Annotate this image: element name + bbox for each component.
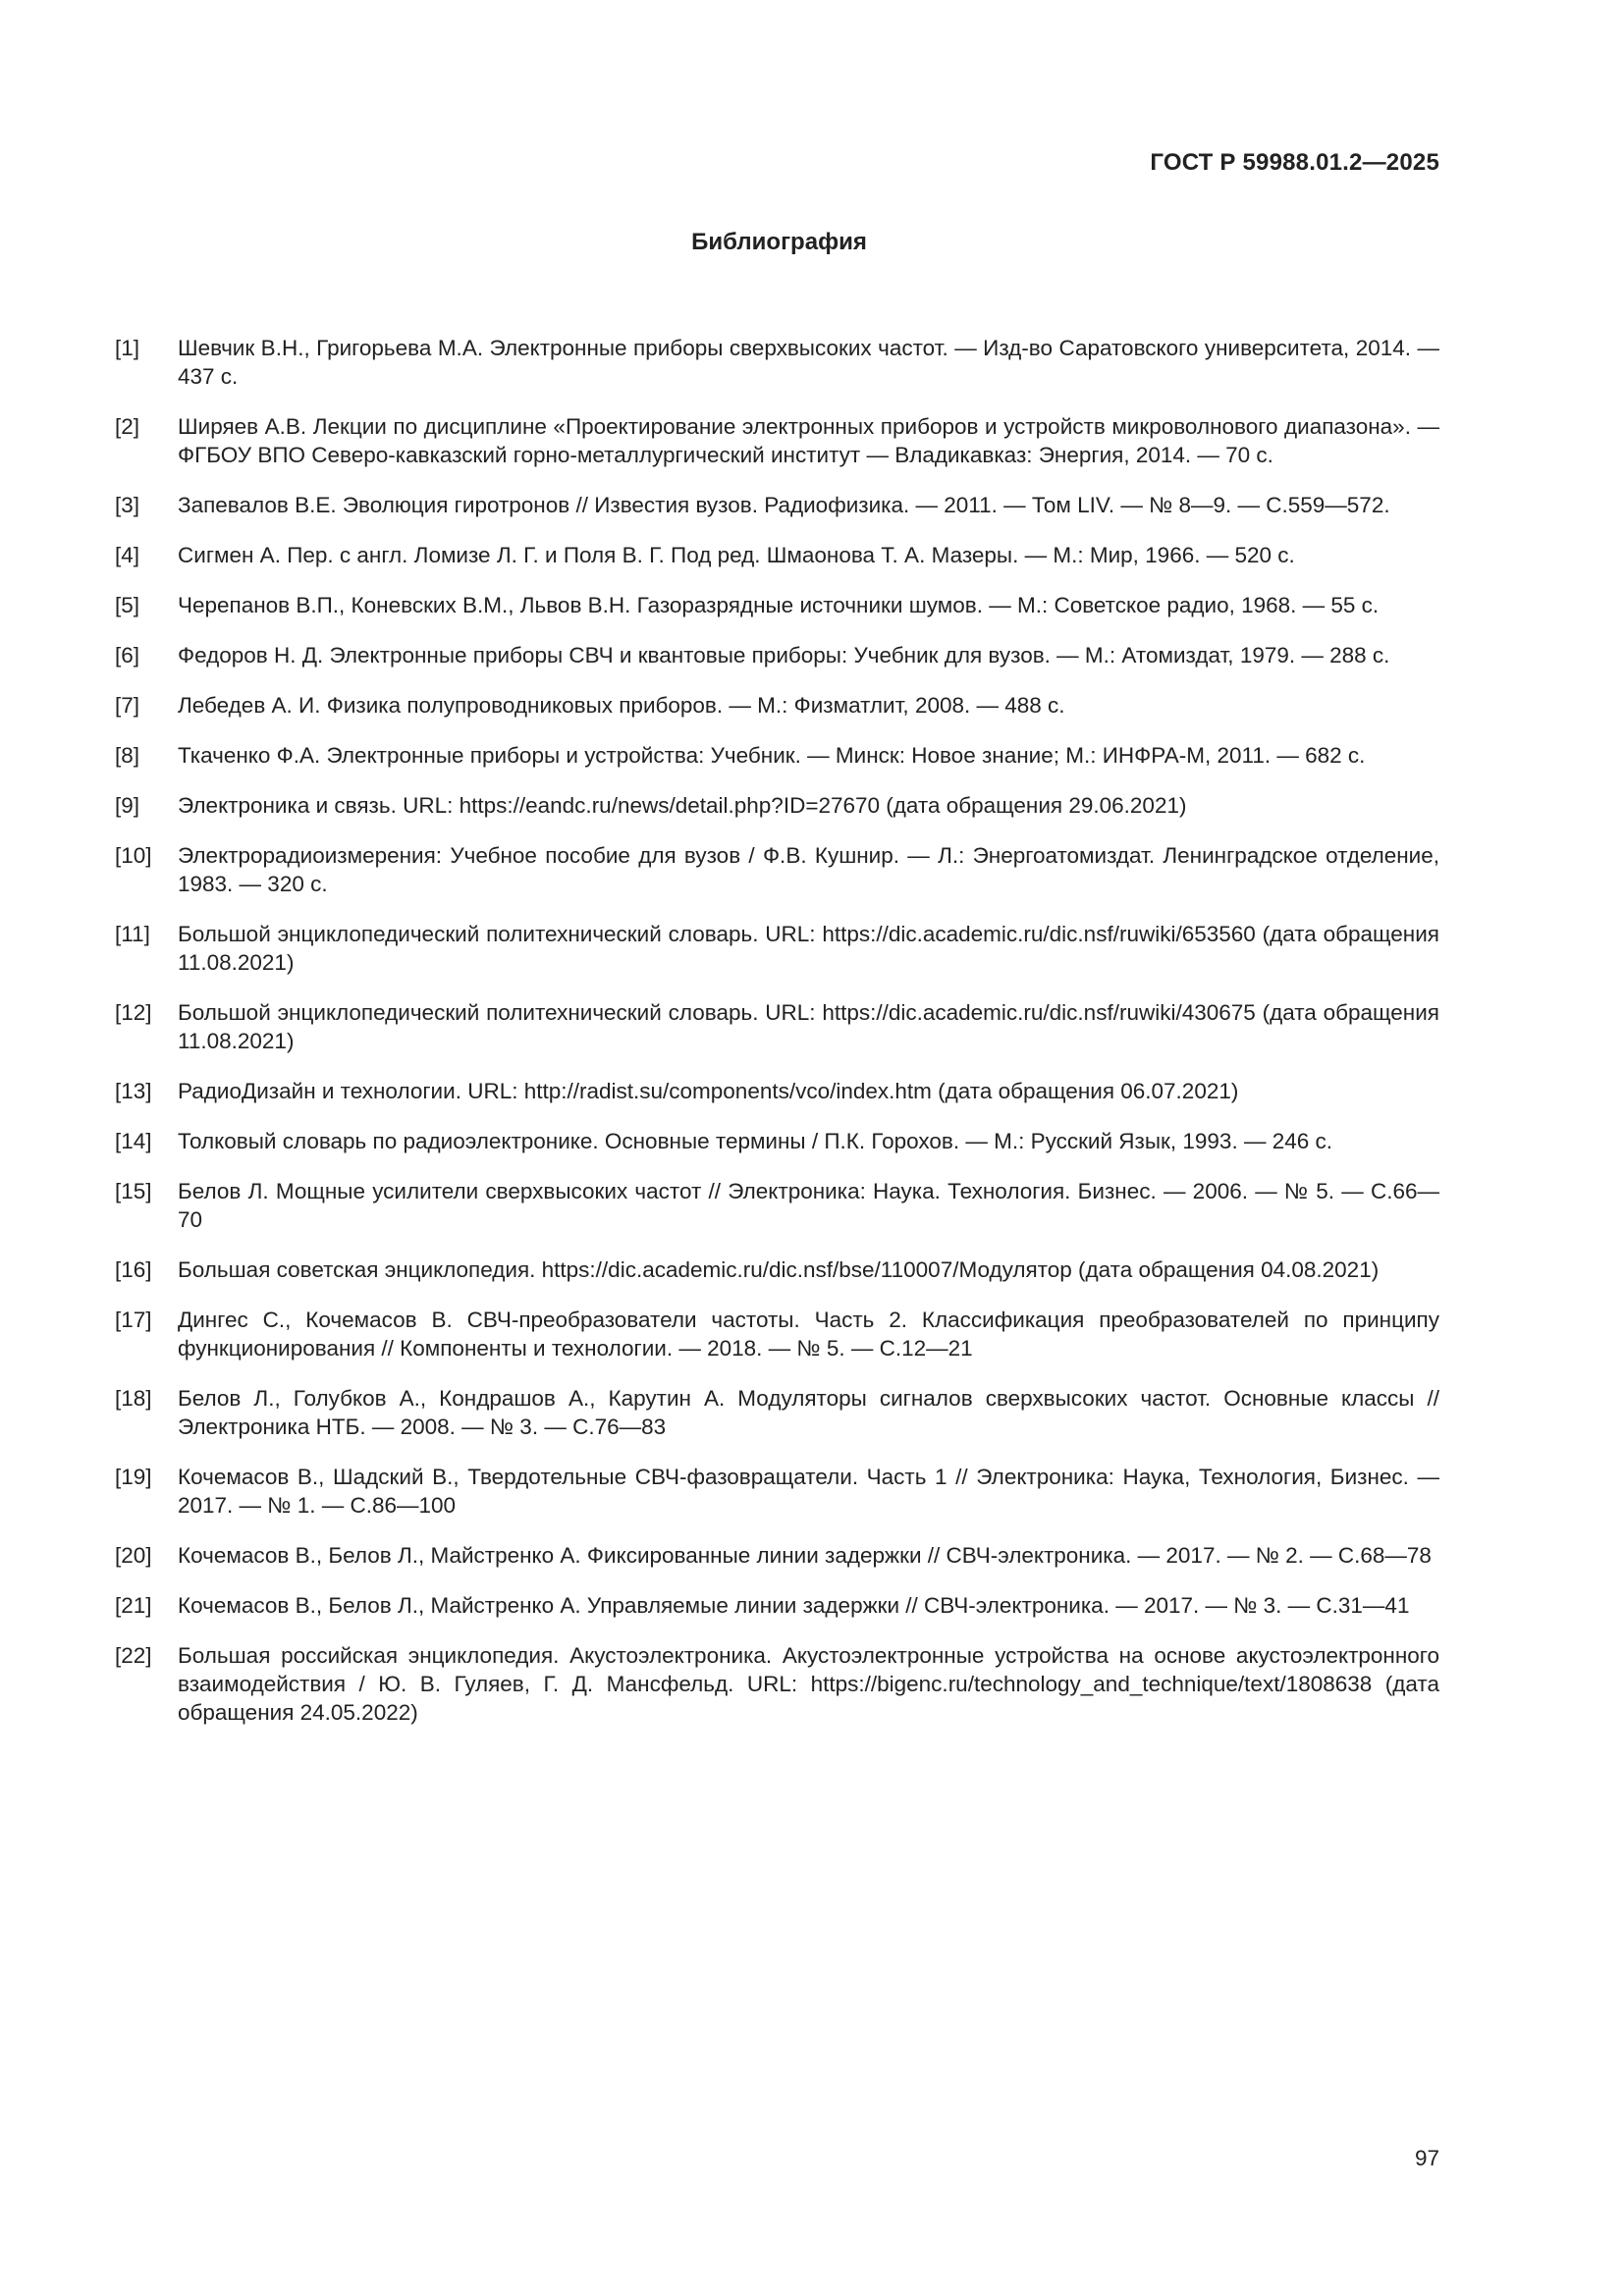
bibliography-entry: [115, 998, 1439, 1055]
entry-text: Сигмен А. Пер. с англ. Ломизе Л. Г. и Поля В. Г. Под ред. Шмаонова Т. А. Мазеры. — М.: Мир, 1966. — 520 с.: [178, 543, 1295, 567]
entry-number: [6]: [115, 643, 140, 667]
bibliography-entry: [115, 1255, 1439, 1284]
bibliography-entry: [115, 920, 1439, 977]
entry-text: Белов Л. Мощные усилители сверхвысоких частот // Электроника: Наука. Технология. Бизнес. — 2006. — № 5. — С.66—70: [178, 1179, 1439, 1232]
entry-number: [22]: [115, 1643, 152, 1668]
bibliography-entry: [115, 412, 1439, 469]
entry-number: [12]: [115, 1000, 152, 1025]
entry-text: РадиоДизайн и технологии. URL: http://radist.su/components/vco/index.htm (дата обращения 06.07.2021): [178, 1079, 1239, 1103]
bibliography-entry: [115, 841, 1439, 898]
bibliography-entry: [115, 1641, 1439, 1727]
entry-text: Кочемасов В., Шадский В., Твердотельные СВЧ-фазовращатели. Часть 1 // Электроника: Наука, Технология, Бизнес. — 2017. — № 1. — С.86—100: [178, 1465, 1439, 1518]
entry-number: [14]: [115, 1129, 152, 1153]
entry-number: [17]: [115, 1308, 152, 1332]
bibliography-entry: [115, 1077, 1439, 1105]
entry-number: [9]: [115, 793, 140, 818]
bibliography-entry: [115, 1463, 1439, 1520]
bibliography-entry: [115, 591, 1439, 619]
entry-number: [19]: [115, 1465, 152, 1489]
entry-text: Дингес С., Кочемасов В. СВЧ-преобразователи частоты. Часть 2. Классификация преобразователей по принципу функционирования // Компоненты и технологии. — 2018. — № 5. — С.12—21: [178, 1308, 1439, 1361]
entry-number: [10]: [115, 843, 152, 868]
entry-text: Федоров Н. Д. Электронные приборы СВЧ и квантовые приборы: Учебник для вузов. — М.: Атомиздат, 1979. — 288 с.: [178, 643, 1390, 667]
entry-number: [2]: [115, 414, 140, 439]
entry-number: [21]: [115, 1593, 152, 1618]
bibliography-title: Библиография: [691, 229, 867, 255]
entry-text: Большой энциклопедический политехнический словарь. URL: https://dic.academic.ru/dic.nsf/ruwiki/430675 (дата обращения 11.08.2021): [178, 1000, 1439, 1053]
bibliography-entry: [115, 491, 1439, 519]
entry-number: [3]: [115, 493, 140, 517]
bibliography-entry: [115, 641, 1439, 669]
bibliography-entry: [115, 1541, 1439, 1570]
entry-number: [4]: [115, 543, 140, 567]
entry-text: Электроника и связь. URL: https://eandc.ru/news/detail.php?ID=27670 (дата обращения 29.06.2021): [178, 793, 1187, 818]
entry-number: [8]: [115, 743, 140, 768]
entry-number: [13]: [115, 1079, 152, 1103]
entry-text: Черепанов В.П., Коневских В.М., Львов В.Н. Газоразрядные источники шумов. — М.: Советское радио, 1968. — 55 с.: [178, 593, 1380, 617]
entry-text: Большая российская энциклопедия. Акустоэлектроника. Акустоэлектронные устройства на основе акустоэлектронного взаимодействия / Ю. В. Гуляев, Г. Д. Мансфельд. URL: https://bigenc.ru/technology_and_technique/​text/1808638 (дата обращения 24.05.2022): [178, 1643, 1439, 1725]
entry-text: Кочемасов В., Белов Л., Майстренко А. Фиксированные линии задержки // СВЧ-электроника. — 2017. — № 2. — С.68—78: [178, 1543, 1432, 1568]
entry-text: Ткаченко Ф.А. Электронные приборы и устройства: Учебник. — Минск: Новое знание; М.: ИНФРА-М, 2011. — 682 с.: [178, 743, 1366, 768]
entry-number: [15]: [115, 1179, 152, 1203]
entry-number: [7]: [115, 693, 140, 718]
entry-number: [20]: [115, 1543, 152, 1568]
bibliography-entry: [115, 1306, 1439, 1362]
entry-text: Электрорадиоизмерения: Учебное пособие для вузов / Ф.В. Кушнир. — Л.: Энергоатомиздат. Ленинградское отделение, 1983. — 320 с.: [178, 843, 1439, 896]
bibliography-entry: [115, 334, 1439, 391]
entry-text: Большая советская энциклопедия. https://dic.academic.ru/dic.nsf/bse/110007/Модулятор (дата обращения 04.08.2021): [178, 1257, 1380, 1282]
entry-number: [11]: [115, 922, 150, 946]
entry-text: Белов Л., Голубков А., Кондрашов А., Карутин А. Модуляторы сигналов сверхвысоких частот. Основные классы // Электроника НТБ. — 2008. — № 3. — С.76—83: [178, 1386, 1439, 1439]
entry-text: Запевалов В.Е. Эволюция гиротронов // Известия вузов. Радиофизика. — 2011. — Том LIV. — № 8—9. — С.559—572.: [178, 493, 1390, 517]
entry-text: Шевчик В.Н., Григорьева М.А. Электронные приборы сверхвысоких частот. — Изд-во Саратовского университета, 2014. — 437 с.: [178, 336, 1439, 389]
entry-number: [1]: [115, 336, 140, 360]
bibliography-entry: [115, 1177, 1439, 1234]
entry-text: Кочемасов В., Белов Л., Майстренко А. Управляемые линии задержки // СВЧ-электроника. — 2017. — № 3. — С.31—41: [178, 1593, 1410, 1618]
entry-text: Большой энциклопедический политехнический словарь. URL: https://dic.academic.ru/dic.nsf/ruwiki/653560 (дата обращения 11.08.2021): [178, 922, 1439, 975]
bibliography-entry: [115, 541, 1439, 569]
bibliography-entry: [115, 1384, 1439, 1441]
bibliography-entry: [115, 741, 1439, 770]
entry-text: Лебедев А. И. Физика полупроводниковых приборов. — М.: Физматлит, 2008. — 488 с.: [178, 693, 1065, 718]
document-code: ГОСТ Р 59988.01.2—2025: [1150, 149, 1439, 176]
bibliography-list: [115, 334, 1439, 1748]
bibliography-entry: [115, 691, 1439, 720]
entry-number: [16]: [115, 1257, 152, 1282]
entry-number: [5]: [115, 593, 140, 617]
entry-text: Толковый словарь по радиоэлектронике. Основные термины / П.К. Горохов. — М.: Русский Язык, 1993. — 246 с.: [178, 1129, 1332, 1153]
bibliography-entry: [115, 1127, 1439, 1155]
entry-number: [18]: [115, 1386, 152, 1411]
entry-text: Ширяев А.В. Лекции по дисциплине «Проектирование электронных приборов и устройств микроволнового диапазона». — ФГБОУ ВПО Северо-кавказский горно-металлургический институт — Владикавказ: Энергия, 2014. — 70 с.: [178, 414, 1439, 467]
bibliography-entry: [115, 791, 1439, 820]
bibliography-entry: [115, 1591, 1439, 1620]
page-number: 97: [1414, 2146, 1439, 2170]
